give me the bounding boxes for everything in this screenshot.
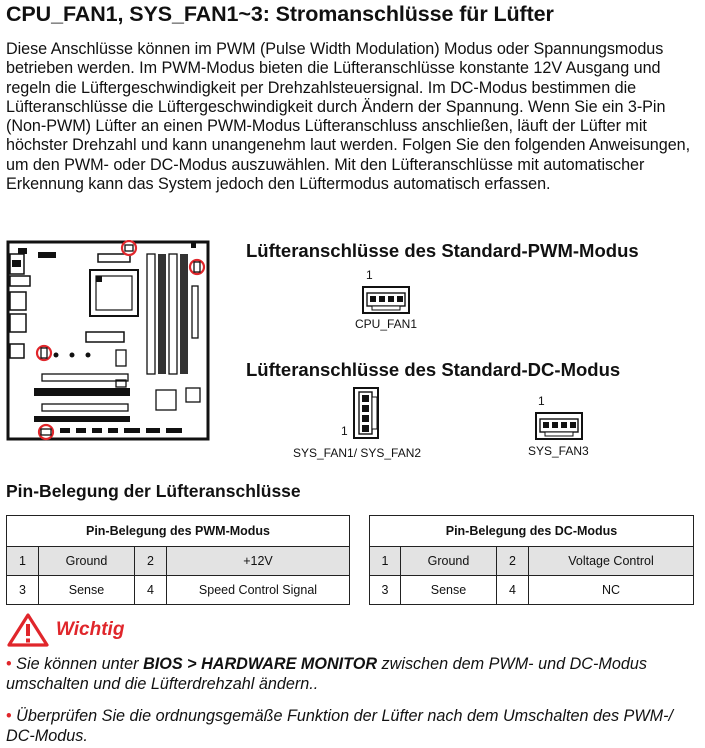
table-cell: 1 [370,547,401,576]
intro-paragraph: Diese Anschlüsse können im PWM (Pulse Width Modulation) Modus oder Spannungsmodus betrieben werden. Im PWM-Modus bieten die Lüfteranschlüsse konstante 12V Ausgang und regeln die Lüftergeschwindigkeit per Drehzahlsteuersignal. Im DC-Modus bestimmen die Lüfteranschlüsse die Lüftergeschwindigkeit durch Ändern der Spannung. Wenn Sie ein 3-Pin (Non-PWM) Lüfter an einen PWM-Modus Lüfteranschluss anschließen, läuft der Lüfter mit höchster Drehzahl und kann unangenehm laut werden. Folgen Sie den folgenden Anweisungen, um den PWM- oder DC-Modus auszuwählen. Mit den Lüfteranschlüsse mit automatischer Erkennung kann das System jedoch den Lüftermodus automatisch erfassen. [6,40,691,194]
table-row [7,576,350,605]
table-cell: NC [529,576,694,605]
table-cell: 4 [497,576,529,605]
bullet-icon: • [6,655,12,673]
table-cell: 3 [7,576,39,605]
table-cell: 2 [135,547,167,576]
warning-icon [6,612,50,648]
motherboard-diagram [6,240,211,443]
table-cell: Sense [39,576,135,605]
important-note-2 [6,706,702,746]
sys-fan3-label: SYS_FAN3 [528,444,589,458]
cpu-fan-label: CPU_FAN1 [355,317,418,331]
sys-fan-marker-right [190,260,204,274]
table-cell: 2 [497,547,529,576]
sys-fan3-pin1-marker: 1 [538,394,545,408]
important-label: Wichtig [56,619,125,640]
page-title: CPU_FAN1, SYS_FAN1~3: Stromanschlüsse für Lüfter [6,2,554,26]
table-row [7,547,350,576]
pin-section-heading: Pin-Belegung der Lüfteranschlüsse [6,481,301,501]
note2-text: Überprüfen Sie die ordnungsgemäße Funktion der Lüfter nach dem Umschalten des PWM-/ DC-Modus. [6,707,673,745]
cpu-fan-connector-icon [362,286,410,314]
table-cell: 4 [135,576,167,605]
table-cell: Sense [401,576,497,605]
sys-fan-marker-bottom [39,425,53,439]
pwm-pin-table [6,515,350,605]
sys-fan12-label: SYS_FAN1/ SYS_FAN2 [293,446,422,460]
bullet-icon: • [6,707,12,725]
cpu-fan-marker [122,241,136,255]
dc-mode-heading: Lüfteranschlüsse des Standard-DC-Modus [246,359,621,380]
pwm-table-header: Pin-Belegung des PWM-Modus [7,516,350,547]
table-cell: 3 [370,576,401,605]
sys-fan3-connector-icon [535,412,583,440]
sys-fan-marker-left [37,346,51,360]
sys-fan12-pin1-marker: 1 [341,424,348,438]
sys-fan12-connector-icon [353,387,379,439]
note1-post: zwischen dem PWM- und DC-Modus umschalten und die Lüfterdrehzahl ändern.. [6,655,647,693]
table-row [370,576,694,605]
table-row [370,547,694,576]
note1-pre: Sie können unter [16,655,144,673]
dc-table-header: Pin-Belegung des DC-Modus [370,516,694,547]
table-cell: 1 [7,547,39,576]
important-note-1 [6,654,702,694]
cpu-fan-pin1-marker: 1 [366,268,373,282]
dc-pin-table [369,515,694,605]
table-cell: +12V [167,547,350,576]
table-cell: Ground [401,547,497,576]
table-cell: Voltage Control [529,547,694,576]
pwm-mode-heading: Lüfteranschlüsse des Standard-PWM-Modus [246,240,639,261]
table-cell: Ground [39,547,135,576]
table-cell: Speed Control Signal [167,576,350,605]
note1-bold: BIOS > HARDWARE MONITOR [143,655,378,673]
